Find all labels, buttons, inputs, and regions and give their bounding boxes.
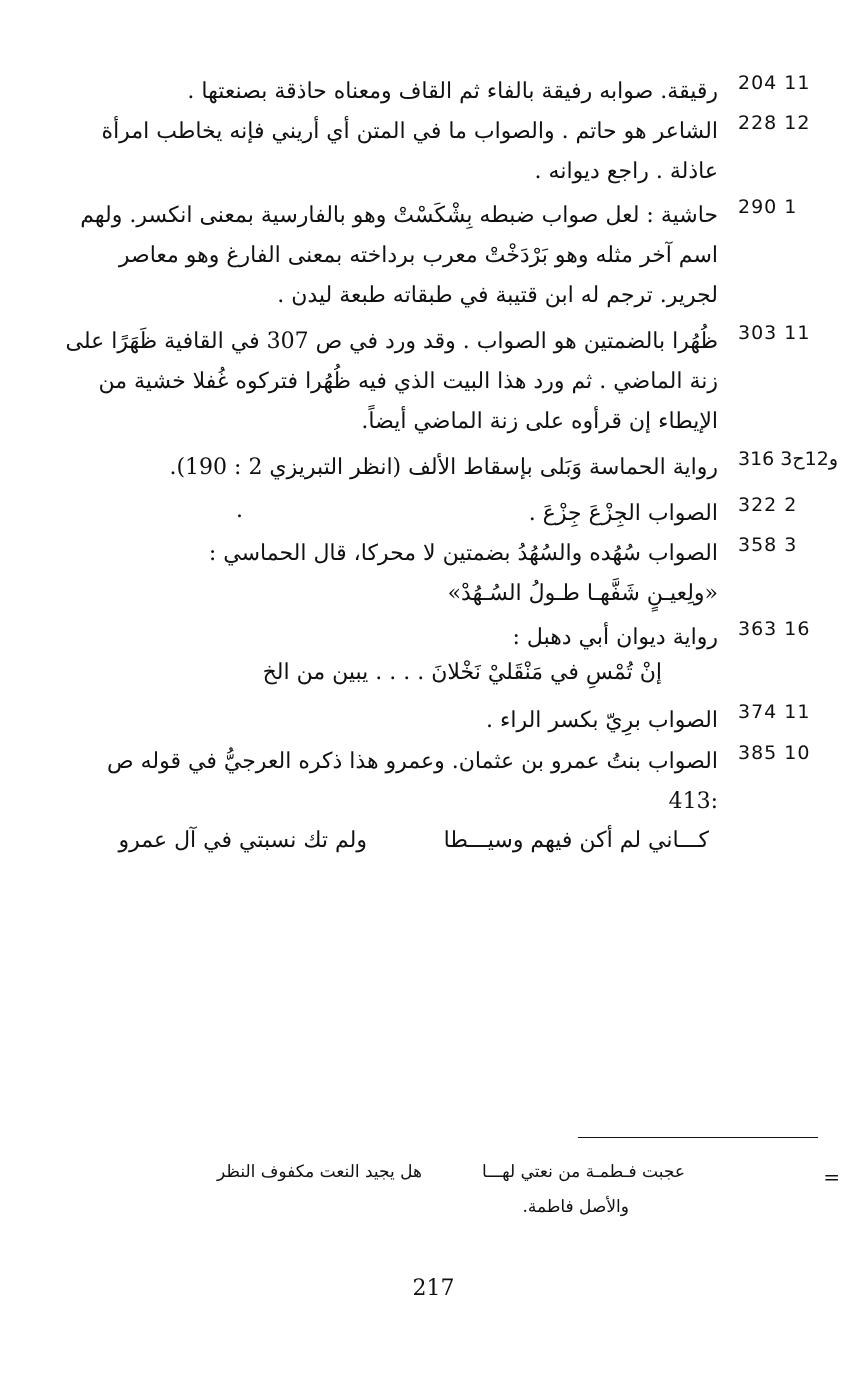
text-line: الصواب سُهُده والسُهُدُ بضمتين لا محركا، قال الحماسي : (208, 541, 718, 566)
entry-text (70, 701, 718, 741)
text-line: ظُهُرا بالضمتين هو الصواب . وقد ورد في ص 307 في القافية ظَهَرًا على (65, 329, 718, 354)
footnote-marker: = (823, 1165, 840, 1189)
text-line: زنة الماضي . ثم ورد هذا البيت الذي فيه ظُهُرا فتركوه غُفلا خشية من (98, 369, 718, 394)
entry-text (70, 742, 718, 822)
text-line: رواية الحماسة وَبَلى بإسقاط الألف (انظر التبريزي 2 : 190). (169, 455, 718, 480)
verse-363: إنْ تُمْسِ في مَنْقَليْ نَخْلانَ . . . . يبين من الخ (262, 660, 662, 685)
stray-dot: . (236, 498, 243, 523)
text-line: الصواب الجِزْعَ جِزْعَ . (528, 501, 718, 526)
verse-second-hemistich: ولم تك نسبتي في آل عمرو (118, 828, 367, 853)
line-reference: 358 3 (738, 534, 798, 556)
entry-text (70, 618, 718, 658)
text-line: الشاعر هو حاتم . والصواب ما في المتن أي أريني فإنه يخاطب امرأة (101, 119, 718, 144)
line-reference: 204 11 (738, 72, 811, 94)
footnote-hemistich-2: هل يجيد النعت مكفوف النظر (217, 1162, 422, 1182)
text-line: الصواب برِيّ بكسر الراء . (486, 708, 718, 733)
quoted-verse: «ولِعيـنٍ شَفَّهـا طـولُ السُـهُدْ» (447, 581, 718, 606)
entry-text (70, 72, 718, 112)
line-reference: 385 10 (738, 742, 811, 764)
text-line: :413 (668, 789, 718, 814)
footnote-rule (578, 1137, 818, 1138)
line-reference: 374 11 (738, 701, 811, 723)
line-reference: 303 11 (738, 322, 811, 344)
verse-first-hemistich: كـــاني لم أكن فيهم وسيـــطا (443, 828, 709, 853)
entry-text (70, 534, 718, 614)
entry-text (70, 196, 718, 316)
line-reference: 316 3و12ح (738, 448, 839, 470)
text-line: عاذلة . راجع ديوانه . (534, 159, 718, 184)
entry-text (70, 448, 718, 488)
footnote-note: والأصل فاطمة. (522, 1197, 629, 1217)
line-reference: 322 2 (738, 494, 798, 516)
line-reference: 363 16 (738, 618, 811, 640)
entry-text (65, 322, 718, 442)
footnote-hemistich-1: عجبت فـطمـة من نعتي لهـــا (482, 1162, 685, 1182)
line-reference: 228 12 (738, 112, 811, 134)
entry-text (70, 494, 718, 534)
page-number: 217 (412, 1276, 455, 1301)
text-line: الصواب بنتُ عمرو بن عثمان. وعمرو هذا ذكره العرجيُّ في قوله ص (107, 749, 718, 774)
entry-text (70, 112, 718, 192)
line-reference: 290 1 (738, 196, 798, 218)
text-line: رواية ديوان أبي دهبل : (512, 625, 718, 650)
text-line: لجرير. ترجم له ابن قتيبة في طبقاته طبعة ليدن . (277, 283, 718, 308)
text-line: حاشية : لعل صواب ضبطه بِشْكَسْتْ وهو بالفارسية بمعنى انكسر. ولهم (80, 203, 718, 228)
text-line: اسم آخر مثله وهو بَرْدَخْتْ معرب برداخته بمعنى الفارغ وهو معاصر (118, 243, 718, 268)
text-line: رقيقة. صوابه رفيقة بالفاء ثم القاف ومعناه حاذقة بصنعتها . (187, 79, 718, 104)
text-line: الإيطاء إن قرأوه على زنة الماضي أيضاً. (361, 409, 718, 434)
